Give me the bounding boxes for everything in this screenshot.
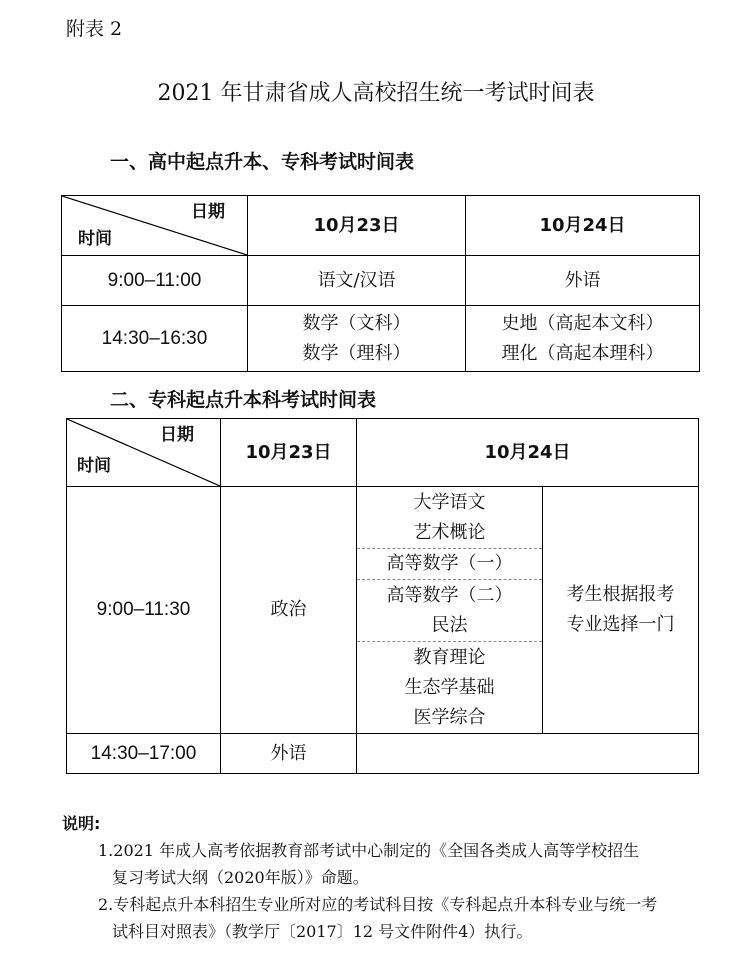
subject-text: 理化（高起本理科） <box>501 342 664 364</box>
notes-section <box>62 810 742 945</box>
table2-corner-cell <box>67 419 221 487</box>
section2-heading: 二、专科起点升本科考试时间表 <box>110 389 377 411</box>
subject-text: 生态学基础 <box>404 676 495 698</box>
table1-time-afternoon: 14:30–16:30 <box>62 306 248 372</box>
corner-date-label: 日期 <box>160 425 194 445</box>
note-line: 试科目对照表》（教学厅〔2017〕12 号文件附件4）执行。 <box>112 922 533 941</box>
corner-time-label: 时间 <box>78 229 112 249</box>
note-line: 复习考试大纲（2020年版）》命题。 <box>112 868 369 887</box>
note-line: 2.专科起点升本科招生专业所对应的考试科目按《专科起点升本科专业与统一考 <box>98 895 658 914</box>
subject-text: 民法 <box>431 614 468 636</box>
subject-text: 外语 <box>564 269 601 291</box>
subject-text: 语文/汉语 <box>317 269 396 291</box>
attachment-label: 附表 2 <box>66 18 123 40</box>
note-text: 专业选择一门 <box>566 614 675 635</box>
subject-text: 高等数学（二） <box>386 584 513 606</box>
table2-afternoon-day1: 外语 <box>221 734 357 774</box>
table1-header-day2: 10月24日 <box>466 196 700 256</box>
table2-header-day2: 10月24日 <box>357 419 699 487</box>
table2-subject-cell <box>357 487 543 549</box>
notes-heading: 说明: <box>62 814 101 833</box>
page-title: 2021 年甘肃省成人高校招生统一考试时间表 <box>157 81 595 106</box>
table2-subject-cell <box>357 549 543 580</box>
subject-text: 数学（文科） <box>302 312 411 334</box>
subject-text: 史地（高起本文科） <box>501 312 664 334</box>
schedule-table-1 <box>61 195 700 372</box>
table1-cell <box>466 306 700 372</box>
note-text: 考生根据报考 <box>566 584 675 605</box>
table2-subject-cell <box>357 642 543 734</box>
schedule-table-2 <box>66 418 699 774</box>
subject-text: 艺术概论 <box>413 521 486 543</box>
note-line: 1.2021 年成人高考依据教育部考试中心制定的《全国各类成人高等学校招生 <box>98 841 640 860</box>
table2-header-day1: 10月23日 <box>221 419 357 487</box>
table2-subject-cell <box>357 580 543 642</box>
subject-text: 医学综合 <box>413 706 486 728</box>
table2-morning-day1: 政治 <box>221 487 357 734</box>
table2-afternoon-day2 <box>357 734 699 774</box>
table1-time-morning: 9:00–11:00 <box>62 256 248 306</box>
table1-header-day1: 10月23日 <box>248 196 466 256</box>
table2-time-afternoon: 14:30–17:00 <box>67 734 221 774</box>
subject-text: 数学（理科） <box>302 342 411 364</box>
section1-heading: 一、高中起点升本、专科考试时间表 <box>110 151 415 173</box>
subject-text: 高等数学（一） <box>386 553 513 574</box>
subject-text: 教育理论 <box>413 646 486 668</box>
table1-cell <box>248 256 466 306</box>
table1-cell <box>248 306 466 372</box>
corner-date-label: 日期 <box>191 202 225 222</box>
table2-morning-note <box>543 487 699 734</box>
table1-corner-cell <box>62 196 248 256</box>
subject-text: 大学语文 <box>413 491 486 513</box>
corner-time-label: 时间 <box>77 456 111 476</box>
table2-time-morning: 9:00–11:30 <box>67 487 221 734</box>
table1-cell <box>466 256 700 306</box>
